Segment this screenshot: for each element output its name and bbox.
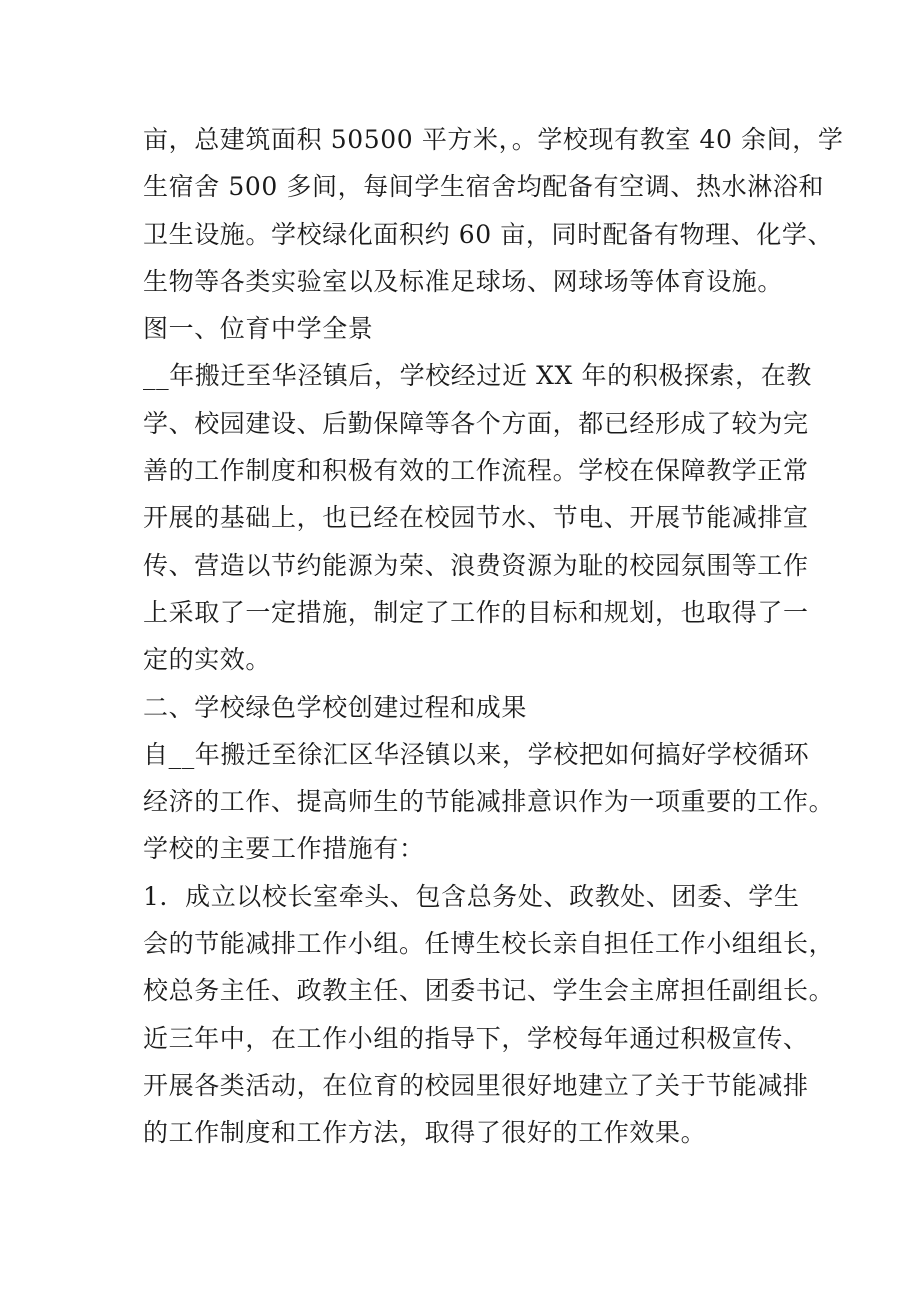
text-line: 卫生设施。学校绿化面积约 60 亩，同时配备有物理、化学、 — [143, 219, 834, 249]
text-line: 自__年搬迁至徐汇区华泾镇以来，学校把如何搞好学校循环 — [143, 739, 810, 769]
text-line: __年搬迁至华泾镇后，学校经过近 XX 年的积极探索，在教 — [143, 361, 812, 391]
text-line: 亩，总建筑面积 50500 平方米，。学校现有教室 40 余间，学 — [143, 125, 844, 154]
text-line: 定的实效。 — [143, 645, 272, 675]
text-line: 生宿舍 500 多间，每间学生宿舍均配备有空调、热水淋浴和 — [143, 172, 825, 202]
list-item-line: 校总务主任、政教主任、团委书记、学生会主席担任副组长。 — [143, 976, 835, 1006]
list-item-line: 的工作制度和工作方法，取得了很好的工作效果。 — [143, 1118, 707, 1148]
section-heading: 二、学校绿色学校创建过程和成果 — [143, 692, 528, 722]
list-item-line: 1．成立以校长室牵头、包含总务处、政教处、团委、学生 — [143, 881, 800, 911]
text-line: 上采取了一定措施，制定了工作的目标和规划，也取得了一 — [143, 597, 809, 627]
text-line: 传、营造以节约能源为荣、浪费资源为耻的校园氛围等工作 — [143, 550, 809, 580]
document-body — [143, 116, 844, 1157]
text-line: 开展的基础上，也已经在校园节水、节电、开展节能减排宣 — [143, 503, 809, 533]
text-line: 经济的工作、提高师生的节能减排意识作为一项重要的工作。 — [143, 787, 835, 817]
list-item-line: 会的节能减排工作小组。任博生校长亲自担任工作小组组长， — [143, 929, 835, 959]
text-line: 学校的主要工作措施有： — [143, 834, 425, 864]
text-line: 善的工作制度和积极有效的工作流程。学校在保障教学正常 — [143, 456, 809, 486]
list-item-line: 近三年中，在工作小组的指导下，学校每年通过积极宣传、 — [143, 1023, 809, 1053]
text-line: 生物等各类实验室以及标准足球场、网球场等体育设施。 — [143, 266, 784, 296]
figure-caption: 图一、位育中学全景 — [143, 314, 374, 344]
list-item-line: 开展各类活动，在位育的校园里很好地建立了关于节能减排 — [143, 1070, 809, 1100]
text-line: 学、校园建设、后勤保障等各个方面，都已经形成了较为完 — [143, 408, 809, 438]
